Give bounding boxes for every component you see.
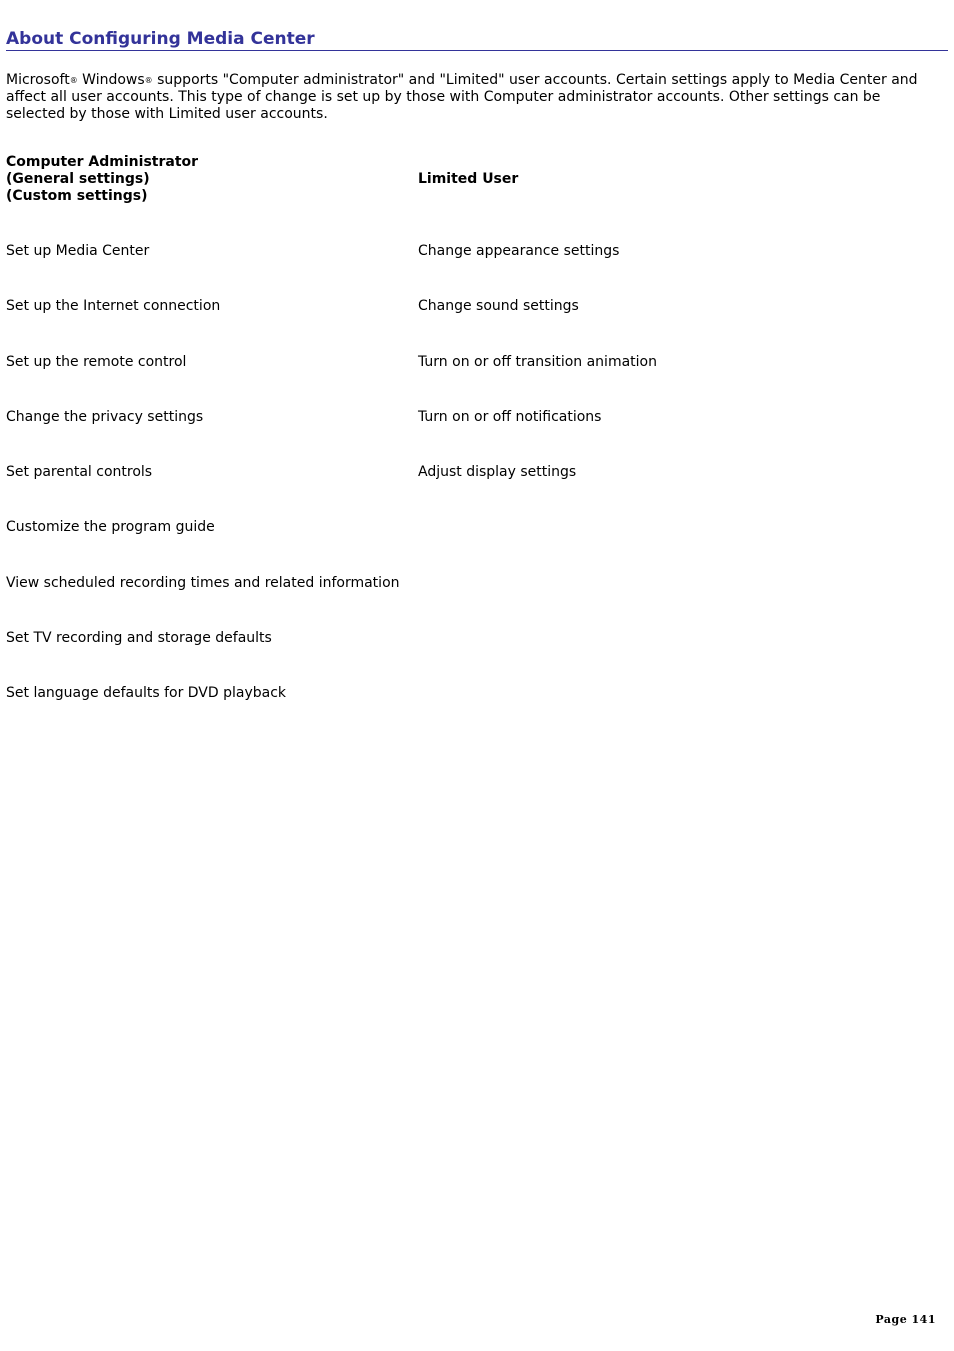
admin-header-line2: (General settings): [6, 171, 150, 187]
registered-mark: ®: [144, 76, 153, 85]
admin-item: Set up the Internet connection: [6, 298, 221, 314]
limited-item: Turn on or off notifications: [418, 409, 602, 425]
intro-text-body: supports "Computer administrator" and "Limited" user accounts. Certain settings apply to Media Center and affect all user accounts. This type of change is set up by those with Computer administrator accounts. Other settings can be selected by those with Limited user accounts.: [6, 72, 918, 122]
limited-item: Turn on or off transition animation: [418, 354, 657, 370]
admin-item: Set up Media Center: [6, 243, 150, 259]
admin-item: Customize the program guide: [6, 519, 215, 535]
limited-item: Change sound settings: [418, 298, 579, 314]
admin-header-line3: (Custom settings): [6, 188, 148, 204]
admin-column-header: [6, 154, 198, 205]
admin-header-line1: Computer Administrator: [6, 154, 199, 170]
intro-paragraph: [6, 72, 936, 123]
admin-item: Set language defaults for DVD playback: [6, 685, 287, 701]
intro-text-windows: Windows: [77, 72, 145, 88]
admin-item: Set TV recording and storage defaults: [6, 630, 272, 646]
intro-text-microsoft: Microsoft: [6, 72, 70, 88]
admin-item: Change the privacy settings: [6, 409, 204, 425]
admin-item: View scheduled recording times and related information: [6, 575, 400, 591]
limited-column-header: Limited User: [418, 171, 519, 187]
admin-item: Set up the remote control: [6, 354, 187, 370]
admin-item: Set parental controls: [6, 464, 153, 480]
registered-mark: ®: [69, 76, 78, 85]
limited-item: Change appearance settings: [418, 243, 620, 259]
page-number: Page 141: [875, 1313, 936, 1326]
page-title: About Configuring Media Center: [6, 29, 948, 51]
limited-item: Adjust display settings: [418, 464, 577, 480]
